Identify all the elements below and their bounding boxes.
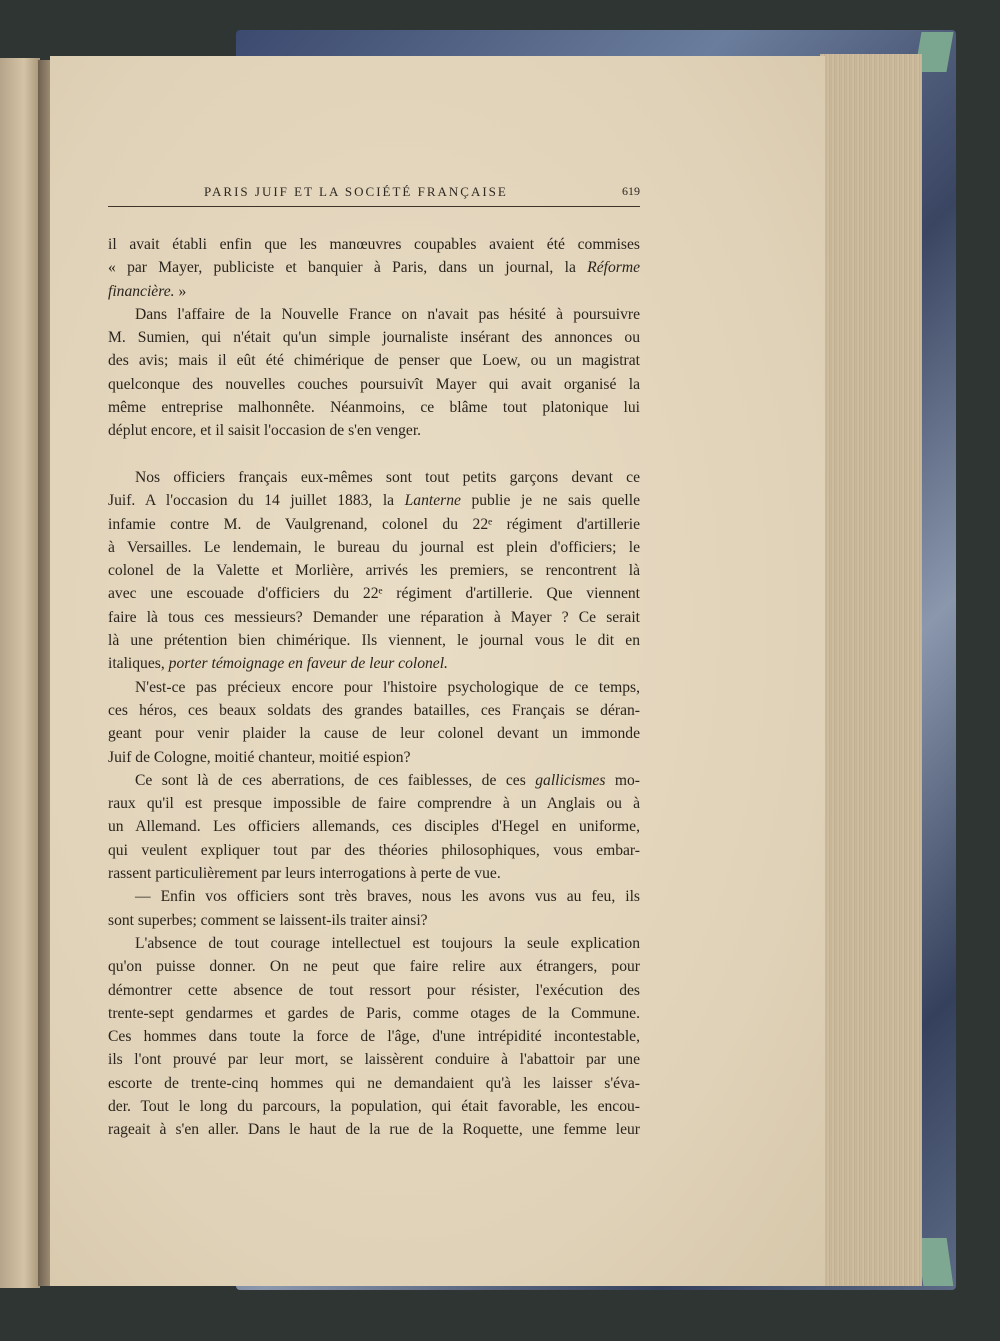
text-line <box>108 1048 640 1071</box>
running-title: PARIS JUIF ET LA SOCIÉTÉ FRANÇAISE <box>204 184 508 199</box>
text-line <box>108 256 640 279</box>
running-header <box>108 182 640 207</box>
text-line <box>108 536 640 559</box>
text-line <box>108 489 640 512</box>
line-text: colonel de la Valette et Morlière, arrivés les premiers, se rencontrent là <box>108 562 640 580</box>
text-line <box>108 606 640 629</box>
paragraph <box>108 466 640 676</box>
italic-text: financière. <box>108 282 175 300</box>
text-line <box>108 909 640 932</box>
text-line <box>108 419 640 442</box>
line-text: là une prétention bien chimérique. Ils viennent, le journal vous le dit en <box>108 632 640 650</box>
text-line <box>108 326 640 349</box>
line-text: » <box>174 282 187 300</box>
line-text: Juif de Cologne, moitié chanteur, moitié espion? <box>108 748 411 766</box>
text-line <box>108 280 640 303</box>
line-text: démontrer cette absence de tout ressort pour résister, l'exécution des <box>108 981 640 999</box>
line-text: rassent particulièrement par leurs interrogations à perte de vue. <box>108 865 501 883</box>
left-page-edge <box>0 58 40 1288</box>
line-text: trente-sept gendarmes et gardes de Paris, comme otages de la Commune. <box>108 1004 640 1022</box>
text-line <box>108 652 640 675</box>
text-line <box>108 1002 640 1025</box>
text-line <box>108 746 640 769</box>
page-number: 619 <box>622 184 640 198</box>
text-line <box>108 1072 640 1095</box>
italic-text: Lanterne <box>404 492 461 510</box>
line-text: des avis; mais il eût été chimérique de penser que Loew, ou un magistrat <box>108 352 640 370</box>
text-line <box>108 373 640 396</box>
line-text: M. Sumien, qui n'était qu'un simple journaliste insérant des annonces ou <box>108 329 640 347</box>
line-text: qu'on puisse donner. On ne peut que faire relire aux étrangers, pour <box>108 958 640 976</box>
text-line <box>108 769 640 792</box>
line-text: raux qu'il est presque impossible de faire comprendre à un Anglais ou à <box>108 795 640 813</box>
line-text: geant pour venir plaider la cause de leur colonel devant un immonde <box>108 725 640 743</box>
text-line <box>108 699 640 722</box>
text-line <box>108 1025 640 1048</box>
text-line <box>108 979 640 1002</box>
line-text: ils l'ont prouvé par leur mort, se laissèrent conduire à l'abattoir par une <box>108 1051 640 1069</box>
paragraph <box>108 885 640 932</box>
line-text: « par Mayer, publiciste et banquier à Paris, dans un journal, la <box>108 259 588 277</box>
paragraph <box>108 233 640 303</box>
text-line <box>108 792 640 815</box>
line-text: der. Tout le long du parcours, la population, qui était favorable, les encou- <box>108 1097 640 1115</box>
line-text: qui veulent expliquer tout par des théories philosophiques, vous embar- <box>108 841 640 859</box>
italic-text: gallicismes <box>535 771 606 789</box>
line-text: sont superbes; comment se laissent-ils traiter ainsi? <box>108 911 428 929</box>
text-line <box>108 722 640 745</box>
text-line <box>108 559 640 582</box>
line-text: avec une escouade d'officiers du 22ᵉ régiment d'artillerie. Que viennent <box>108 585 640 603</box>
text-line <box>108 233 640 256</box>
paragraph <box>108 769 640 885</box>
line-text: un Allemand. Les officiers allemands, ces disciples d'Hegel en uniforme, <box>108 818 640 836</box>
line-text: italiques, <box>108 655 169 673</box>
line-text: Ces hommes dans toute la force de l'âge, d'une intrépidité incontestable, <box>108 1028 640 1046</box>
text-line <box>108 582 640 605</box>
text-line <box>108 932 640 955</box>
line-text: même entreprise malhonnête. Néanmoins, ce blâme tout platonique lui <box>108 399 640 417</box>
text-line <box>108 1095 640 1118</box>
line-text: — Enfin vos officiers sont très braves, nous les avons vus au feu, ils <box>135 888 640 906</box>
line-text: ces héros, ces beaux soldats des grandes batailles, ces Français se déran- <box>108 701 640 719</box>
line-text: L'absence de tout courage intellectuel est toujours la seule explication <box>135 934 640 952</box>
line-text: N'est-ce pas précieux encore pour l'histoire psychologique de ce temps, <box>135 678 640 696</box>
text-line <box>108 513 640 536</box>
text-line <box>108 349 640 372</box>
line-text: Juif. A l'occasion du 14 juillet 1883, la <box>108 492 405 510</box>
text-line <box>108 862 640 885</box>
line-text: il avait établi enfin que les manœuvres coupables avaient été commises <box>108 236 640 253</box>
line-text: Nos officiers français eux-mêmes sont tout petits garçons devant ce <box>135 468 640 486</box>
paragraph <box>108 932 640 1142</box>
text-line <box>108 676 640 699</box>
text-line <box>108 466 640 489</box>
line-text: à Versailles. Le lendemain, le bureau du journal est plein d'officiers; le <box>108 538 640 556</box>
italic-text: porter témoignage en faveur de leur colonel. <box>168 655 448 673</box>
text-line <box>108 815 640 838</box>
line-text: escorte de trente-cinq hommes qui ne demandaient qu'à les laisser s'éva- <box>108 1074 640 1092</box>
line-text: faire là tous ces messieurs? Demander une réparation à Mayer ? Ce serait <box>108 608 640 626</box>
text-line <box>108 1118 640 1141</box>
line-text: infamie contre M. de Vaulgrenand, colonel du 22ᵉ régiment d'artillerie <box>108 515 640 533</box>
text-line <box>108 885 640 908</box>
text-line <box>108 839 640 862</box>
line-text: mo- <box>605 771 640 789</box>
paragraph-gap <box>108 443 640 466</box>
line-text: Ce sont là de ces aberrations, de ces faiblesses, de ces <box>135 771 536 789</box>
text-line <box>108 955 640 978</box>
line-text: publie je ne sais quelle <box>460 492 640 510</box>
page-block-edges <box>820 54 922 1286</box>
line-text: quelconque des nouvelles couches poursuivît Mayer qui avait organisé la <box>108 375 640 393</box>
text-line <box>108 396 640 419</box>
paragraph <box>108 676 640 769</box>
text-line <box>108 303 640 326</box>
paragraph <box>108 303 640 443</box>
body-text <box>108 233 640 1142</box>
text-line <box>108 629 640 652</box>
line-text: déplut encore, et il saisit l'occasion de s'en venger. <box>108 422 422 440</box>
line-text: Dans l'affaire de la Nouvelle France on n'avait pas hésité à poursuivre <box>135 305 640 323</box>
italic-text: Réforme <box>587 259 640 277</box>
line-text: rageait à s'en aller. Dans le haut de la rue de la Roquette, une femme leur <box>108 1121 640 1139</box>
